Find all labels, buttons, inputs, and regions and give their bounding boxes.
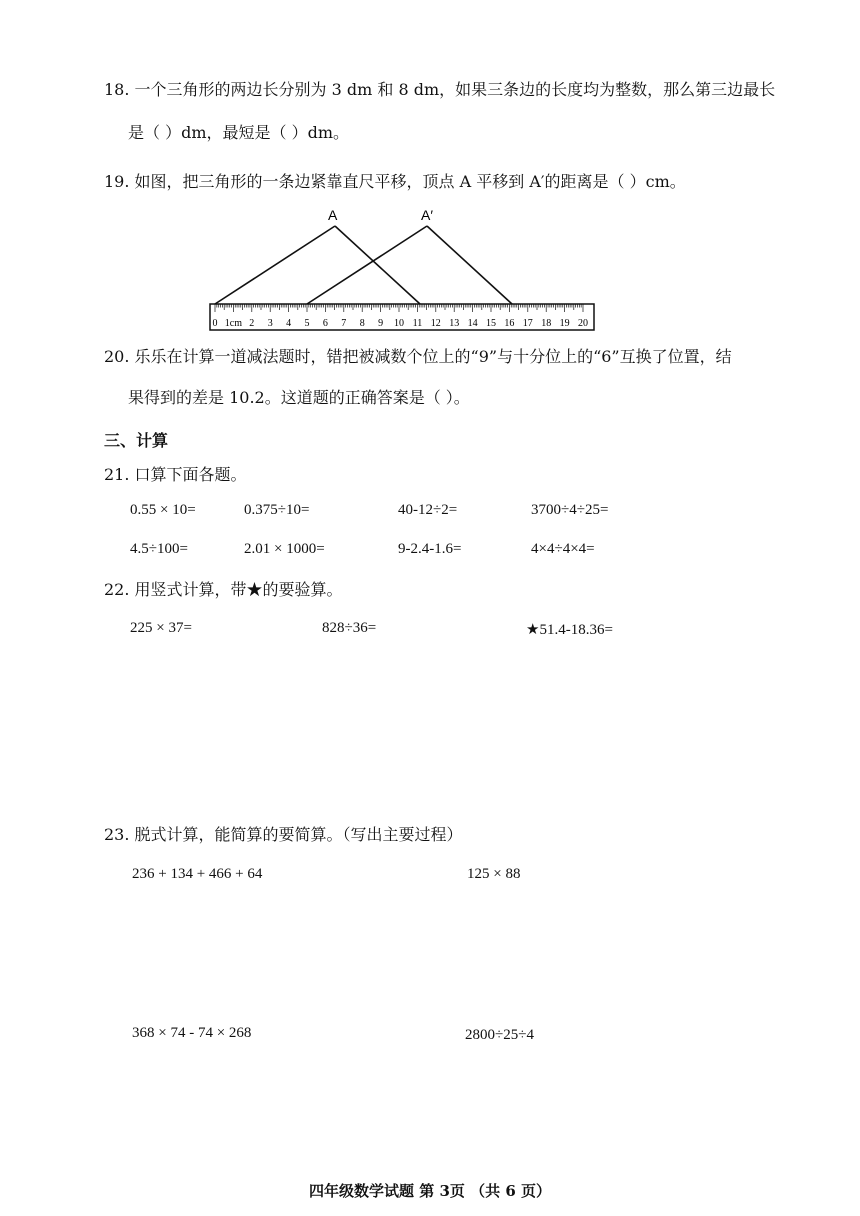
oral-calc-item: 0.375÷10=: [244, 502, 310, 518]
ruler-tick-label: 3: [267, 318, 273, 329]
ruler-tick-label: 8: [359, 318, 365, 329]
question-20-line-2: 果得到的差是 10.2。这道题的正确答案是（ ）。: [128, 388, 470, 407]
triangle-translated: [307, 226, 512, 304]
oral-calc-item: 4×4÷4×4=: [531, 541, 595, 557]
vertex-a-prime-label: A′: [421, 207, 433, 223]
ruler-tick-label: 7: [341, 318, 347, 329]
ruler-tick-label: 18: [541, 318, 552, 329]
ruler-tick-label: 6: [322, 318, 328, 329]
ruler-tick-label: 0: [212, 318, 218, 329]
question-20-line-1: 20. 乐乐在计算一道减法题时，错把被减数个位上的“9”与十分位上的“6”互换了位置，结: [104, 347, 732, 366]
question-19-text: 19. 如图，把三角形的一条边紧靠直尺平移，顶点 A 平移到 A′的距离是（ ）cm。: [104, 172, 686, 191]
ruler-ticks: [215, 304, 583, 312]
ruler-tick-label: 4: [286, 318, 292, 329]
ruler-tick-label: 15: [486, 318, 496, 329]
ruler-tick-label: 5: [304, 318, 310, 329]
question-21-title: 21. 口算下面各题。: [104, 465, 247, 484]
ruler-tick-label: 10: [394, 318, 404, 329]
ruler-tick-label: 17: [522, 318, 533, 329]
vertical-calc-item: 225 × 37=: [130, 620, 192, 636]
ruler-tick-label: 2: [249, 318, 255, 329]
ruler-tick-label: 9: [378, 318, 384, 329]
ruler-tick-label: 14: [467, 318, 478, 329]
ruler-tick-label: 20: [578, 318, 588, 329]
oral-calc-item: 0.55 × 10=: [130, 502, 196, 518]
oral-calc-item: 3700÷4÷25=: [531, 502, 609, 518]
ruler-tick-label: 13: [449, 318, 460, 329]
vertical-calc-item-check: ★51.4-18.36=: [526, 622, 613, 638]
ruler-tick-label: 16: [504, 318, 515, 329]
ruler-labels: [213, 318, 589, 329]
stepwise-calc-item: 236 + 134 + 466 + 64: [132, 866, 263, 882]
section-3-heading: 三、计算: [104, 431, 169, 450]
question-22-title: 22. 用竖式计算，带★的要验算。: [104, 580, 343, 599]
oral-calc-item: 40-12÷2=: [398, 502, 458, 518]
ruler-tick-label: 12: [430, 318, 441, 329]
question-23-title: 23. 脱式计算，能简算的要简算。（写出主要过程）: [104, 825, 463, 844]
stepwise-calc-item: 2800÷25÷4: [465, 1027, 534, 1043]
page-footer: 四年级数学试题 第 3页 （共 6 页）: [309, 1182, 551, 1200]
stepwise-calc-item: 125 × 88: [467, 866, 521, 882]
question-18-line-1: 18. 一个三角形的两边长分别为 3 dm 和 8 dm，如果三条边的长度均为整数，那么第三边最长: [104, 80, 776, 99]
question-18-line-2: 是（ ）dm，最短是（ ）dm。: [128, 123, 350, 142]
oral-calc-item: 9-2.4-1.6=: [398, 541, 462, 557]
triangle-original: [215, 226, 420, 304]
oral-calc-item: 2.01 × 1000=: [244, 541, 325, 557]
stepwise-calc-item: 368 × 74 - 74 × 268: [132, 1025, 252, 1041]
ruler-tick-label: 1cm: [224, 318, 243, 329]
vertex-a-label: A: [328, 207, 338, 223]
vertical-calc-item: 828÷36=: [322, 620, 377, 636]
ruler-tick-label: 11: [412, 318, 423, 329]
triangle-ruler-diagram: [205, 200, 600, 335]
ruler-tick-label: 19: [559, 318, 570, 329]
oral-calc-item: 4.5÷100=: [130, 541, 188, 557]
